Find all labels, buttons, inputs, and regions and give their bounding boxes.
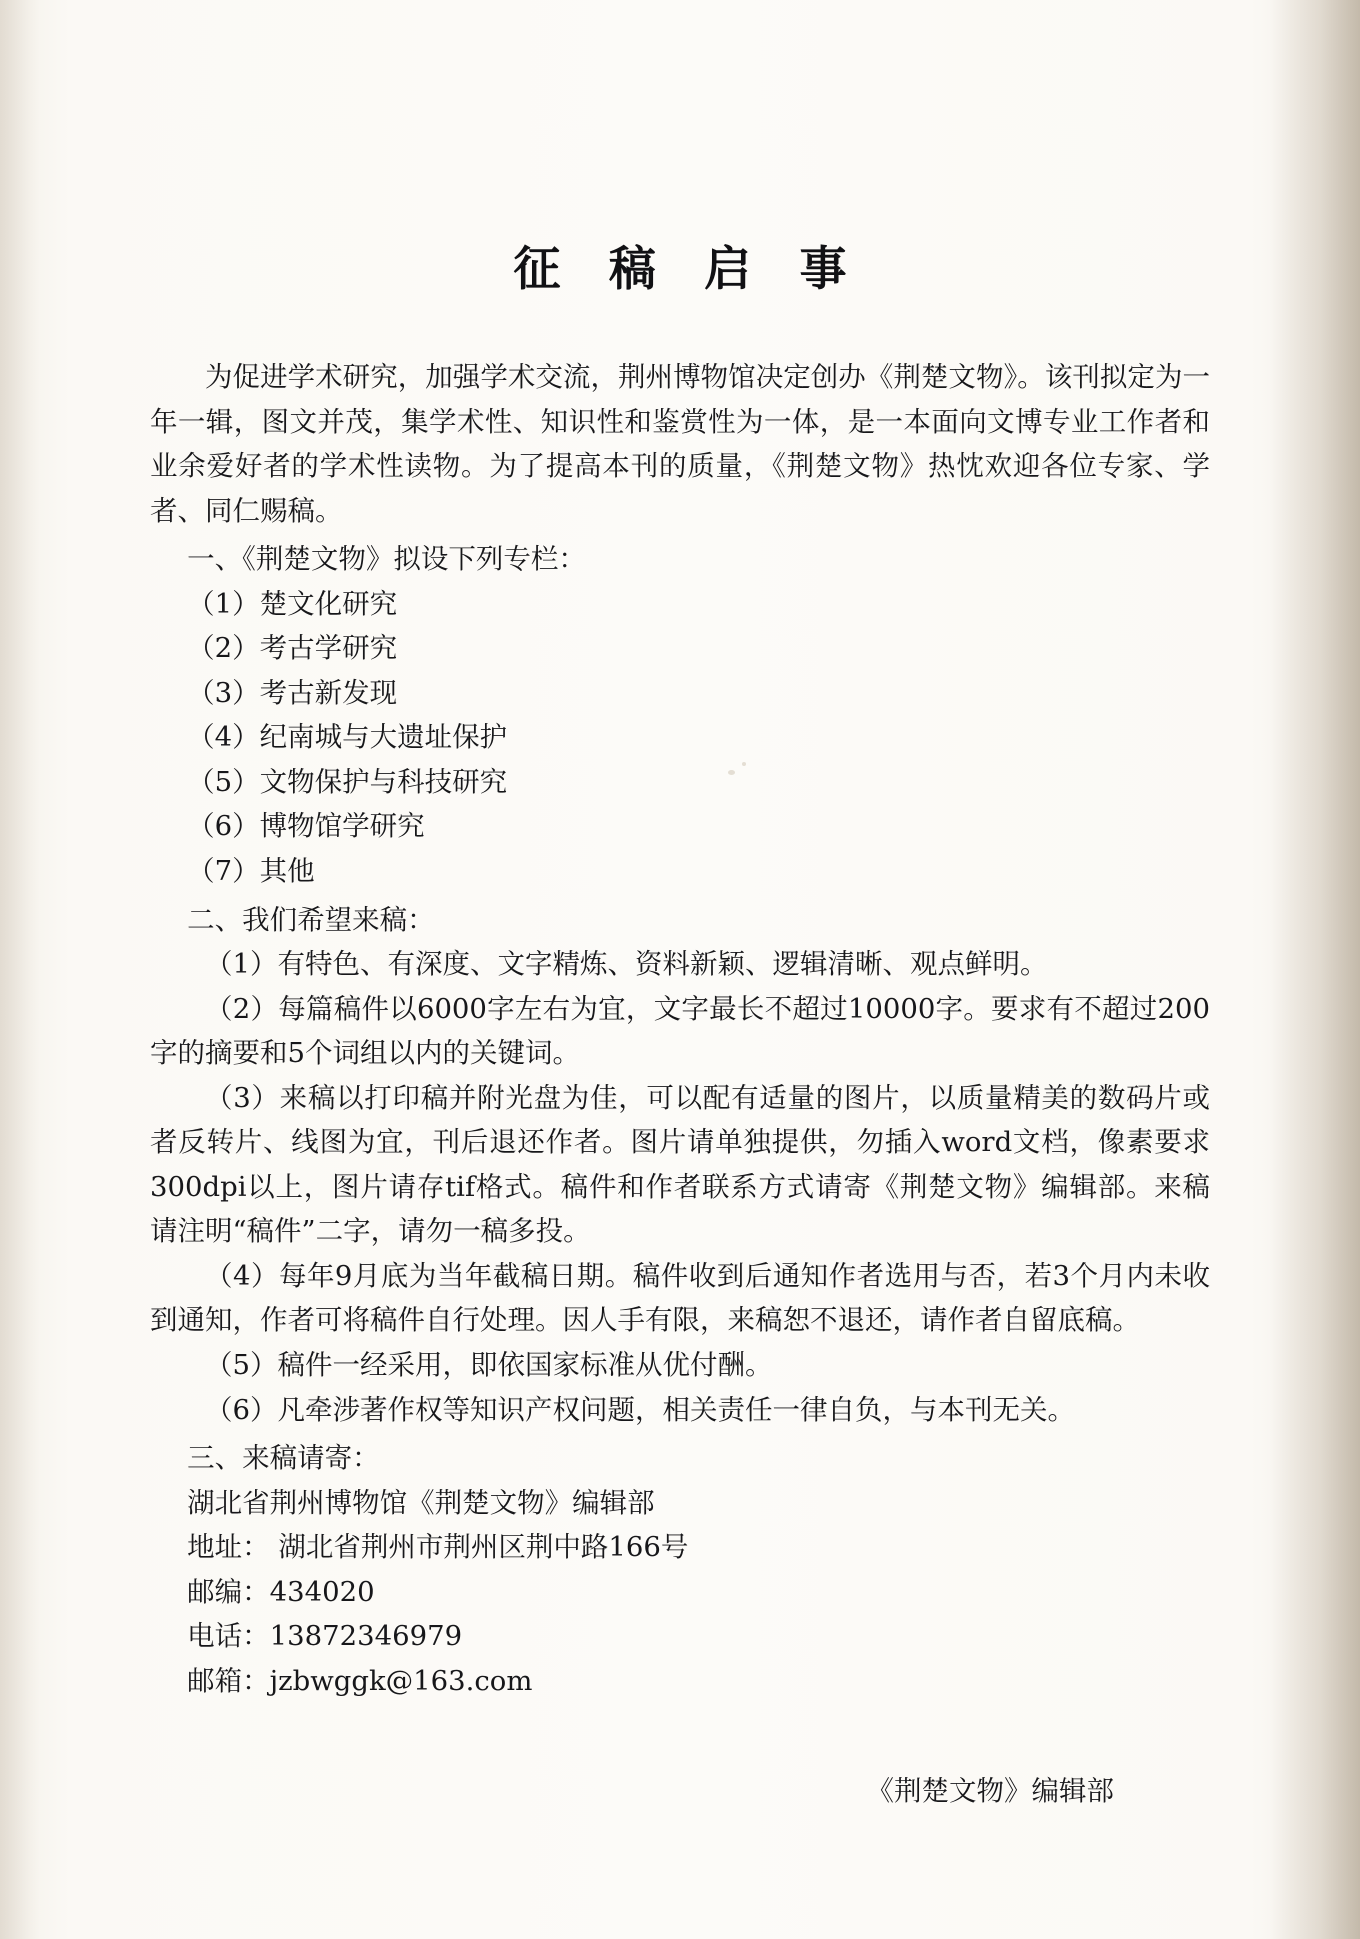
list-item: （5）文物保护与科技研究 bbox=[187, 765, 508, 798]
document-content bbox=[150, 0, 1210, 1939]
address-line: 地址： 湖北省荆州市荆州区荆中路166号 bbox=[187, 1531, 689, 1564]
list-item: （3）考古新发现 bbox=[187, 676, 398, 709]
list-item: （3）来稿以打印稿并附光盘为佳，可以配有适量的图片，以质量精美的数码片或者反转片、线图为宜，刊后退还作者。图片请单独提供，勿插入word文档，像素要求300dpi以上，图片请存tif格式。稿件和作者联系方式请寄《荆楚文物》编辑部。来稿请注明“稿件”二字，请勿一稿多投。 bbox=[150, 1081, 1210, 1248]
intro-paragraph: 为促进学术研究，加强学术交流，荆州博物馆决定创办《荆楚文物》。该刊拟定为一年一辑，图文并茂，集学术性、知识性和鉴赏性为一体，是一本面向文博专业工作者和业余爱好者的学术性读物。为了提高本刊的质量，《荆楚文物》热忱欢迎各位专家、学者、同仁赐稿。 bbox=[150, 361, 1210, 527]
list-item: （7）其他 bbox=[187, 855, 315, 888]
list-item: （2）每篇稿件以6000字左右为宜，文字最长不超过10000字。要求有不超过200字的摘要和5个词组以内的关键词。 bbox=[150, 992, 1210, 1070]
list-item: （5）稿件一经采用，即依国家标准从优付酬。 bbox=[205, 1349, 773, 1382]
document-body bbox=[150, 355, 1210, 1814]
page-left-edge-shading bbox=[0, 0, 40, 1939]
list-item: （1）有特色、有深度、文字精炼、资料新颖、逻辑清晰、观点鲜明。 bbox=[205, 948, 1048, 981]
section-two-heading: 二、我们希望来稿： bbox=[187, 903, 435, 936]
email-line: 邮箱：jzbwggk@163.com bbox=[187, 1664, 533, 1697]
phone-line: 电话：13872346979 bbox=[187, 1620, 463, 1653]
list-item: （6）博物馆学研究 bbox=[187, 810, 425, 843]
list-item: （2）考古学研究 bbox=[187, 632, 398, 665]
section-one-heading: 一、《荆楚文物》拟设下列专栏： bbox=[187, 543, 586, 576]
list-item: （6）凡牵涉著作权等知识产权问题，相关责任一律自负，与本刊无关。 bbox=[205, 1393, 1075, 1426]
section-three-heading: 三、来稿请寄： bbox=[187, 1442, 380, 1475]
list-item: （1）楚文化研究 bbox=[187, 587, 398, 620]
list-item: （4）每年9月底为当年截稿日期。稿件收到后通知作者选用与否，若3个月内未收到通知，作者可将稿件自行处理。因人手有限，来稿恕不退还，请作者自留底稿。 bbox=[150, 1259, 1210, 1337]
postcode-line: 邮编：434020 bbox=[187, 1575, 375, 1608]
address-line: 湖北省荆州博物馆《荆楚文物》编辑部 bbox=[187, 1486, 655, 1519]
signature: 《荆楚文物》编辑部 bbox=[866, 1775, 1114, 1808]
list-item: （4）纪南城与大遗址保护 bbox=[187, 721, 508, 754]
page-gutter-shading bbox=[1270, 0, 1360, 1939]
page-title: 征 稿 启 事 bbox=[513, 242, 863, 297]
